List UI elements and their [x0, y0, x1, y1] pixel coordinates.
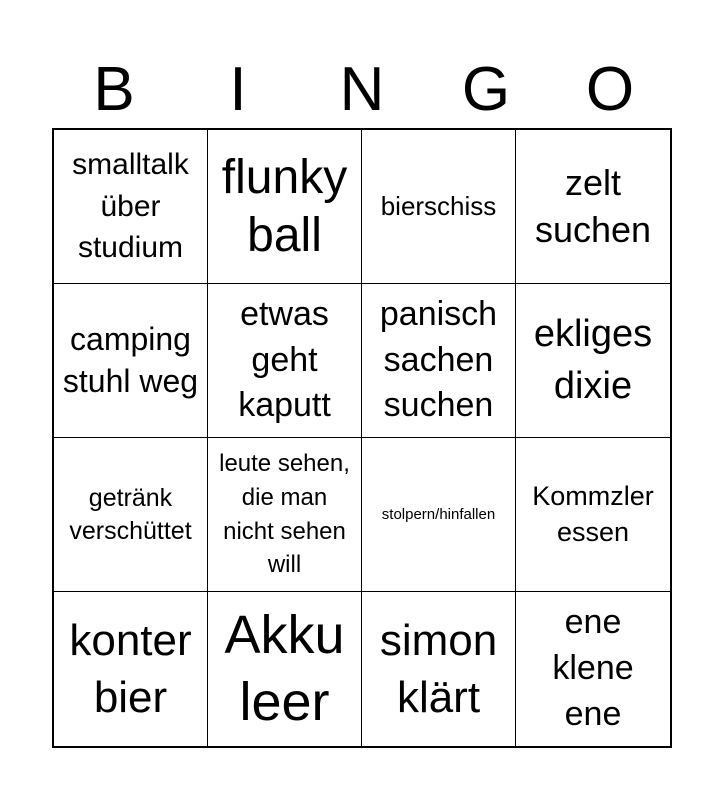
bingo-cell-label: bierschiss [380, 190, 497, 221]
bingo-cell-12[interactable] [516, 438, 670, 592]
bingo-cell-8[interactable] [516, 284, 670, 438]
bingo-cell-label: panisch sachen suchen [379, 294, 498, 425]
bingo-board [52, 128, 672, 748]
bingo-cell-4[interactable] [516, 130, 670, 284]
bingo-header [52, 52, 672, 128]
bingo-cell-14[interactable] [208, 592, 362, 746]
bingo-cell-label: ekliges dixie [533, 313, 653, 407]
bingo-cell-16[interactable] [516, 592, 670, 746]
bingo-cell-label: stolpern/hinfallen [381, 505, 496, 523]
header-letter-b: B [93, 55, 135, 124]
header-letter-n: N [339, 55, 385, 124]
bingo-cell-6[interactable] [208, 284, 362, 438]
bingo-cell-2[interactable] [208, 130, 362, 284]
bingo-cell-label: zelt suchen [534, 161, 652, 250]
bingo-cell-label: simon klärt [379, 615, 498, 722]
header-letter-g: G [461, 55, 511, 124]
bingo-cell-label: Kommzler essen [532, 481, 654, 547]
bingo-cell-label: leute sehen, die man nicht sehen will [219, 450, 350, 579]
bingo-cell-11[interactable] [362, 438, 516, 592]
bingo-cell-label: ene klene ene [552, 603, 634, 733]
bingo-cell-10[interactable] [208, 438, 362, 592]
bingo-cell-7[interactable] [362, 284, 516, 438]
bingo-cell-label: smalltalk über studium [72, 148, 189, 265]
header-letter-i: I [229, 55, 247, 124]
bingo-cell-3[interactable] [362, 130, 516, 284]
bingo-cell-label: flunky ball [221, 150, 348, 262]
bingo-cell-5[interactable] [54, 284, 208, 438]
bingo-cell-13[interactable] [54, 592, 208, 746]
bingo-cell-label: konter bier [69, 615, 192, 722]
header-letter-o: O [585, 55, 635, 124]
bingo-cell-15[interactable] [362, 592, 516, 746]
bingo-cell-1[interactable] [54, 130, 208, 284]
bingo-cell-label: etwas geht kaputt [238, 294, 331, 425]
bingo-cell-9[interactable] [54, 438, 208, 592]
bingo-cell-label: getränk verschüttet [69, 484, 192, 545]
bingo-cell-label: camping stuhl weg [62, 320, 199, 399]
bingo-cell-label: Akku leer [224, 604, 345, 732]
